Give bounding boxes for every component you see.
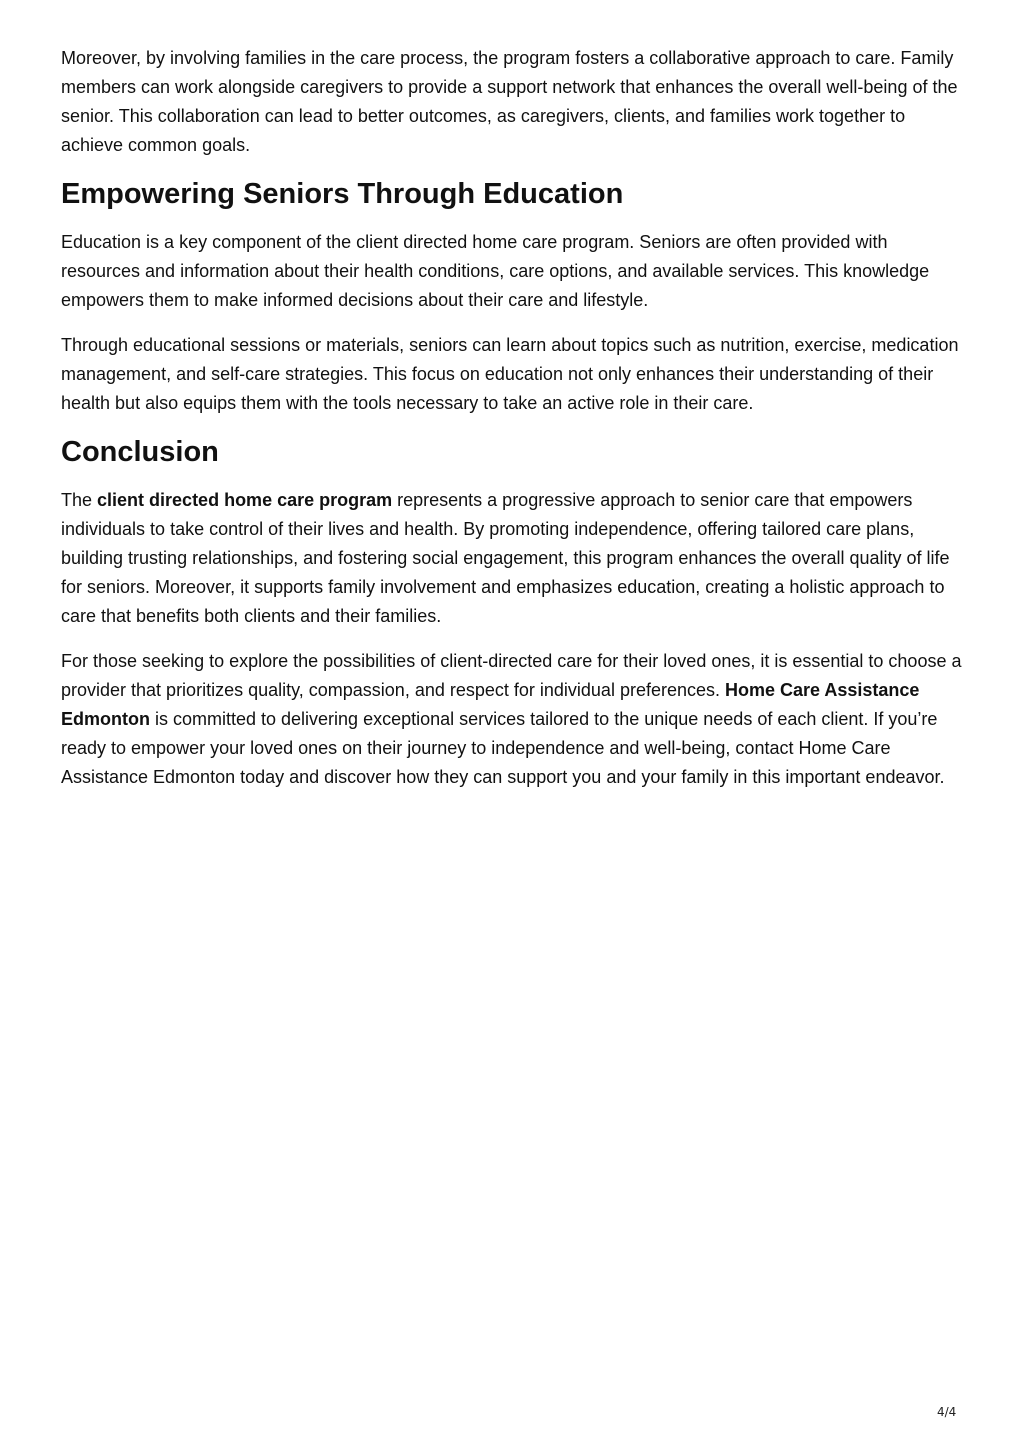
page-number: 4/4 <box>937 1405 957 1419</box>
education-paragraph-2: Through educational sessions or materials, seniors can learn about topics such as nutrition, exercise, medication management, and self-care strategies. This focus on education not only enhances their understanding of their health but also equips them with the tools necessary to take an active role in their care. <box>61 335 959 413</box>
document-page <box>61 44 965 808</box>
conclusion-p2-bold: Home Care Assistance Edmonton <box>61 680 920 729</box>
conclusion-p1-lead: The <box>61 490 98 510</box>
conclusion-p1-bold: client directed home care program <box>97 490 393 510</box>
conclusion-p1-rest: represents a progressive approach to senior care that empowers individuals to take control of their lives and health. By promoting independence, offering tailored care plans, building trusting relationships, and fostering social engagement, this program enhances the overall quality of life for seniors. Moreover, it supports family involvement and emphasizes education, creating a holistic approach to care that benefits both clients and their families. <box>61 490 950 626</box>
education-paragraph-1: Education is a key component of the client directed home care program. Seniors are often provided with resources and information about their health conditions, care options, and available services. This knowledge empowers them to make informed decisions about their care and lifestyle. <box>61 232 930 310</box>
intro-paragraph: Moreover, by involving families in the care process, the program fosters a collaborative approach to care. Family members can work alongside caregivers to provide a support network that enhances the overall well-being of the senior. This collaboration can lead to better outcomes, as caregivers, clients, and families work together to achieve common goals. <box>61 48 958 155</box>
conclusion-p2-lead: For those seeking to explore the possibilities of client-directed care for their loved ones, it is essential to choose a provider that prioritizes quality, compassion, and respect for individual preferences. <box>61 651 962 700</box>
education-heading: Empowering Seniors Through Education <box>61 178 624 210</box>
conclusion-p2-rest: is committed to delivering exceptional services tailored to the unique needs of each client. If you’re ready to empower your loved ones on their journey to independence and well-being, contact Home Care Assistance Edmonton today and discover how they can support you and your family in this important endeavor. <box>61 709 945 787</box>
conclusion-paragraph-1 <box>61 486 965 631</box>
conclusion-heading: Conclusion <box>61 436 219 468</box>
conclusion-paragraph-2 <box>61 647 965 792</box>
